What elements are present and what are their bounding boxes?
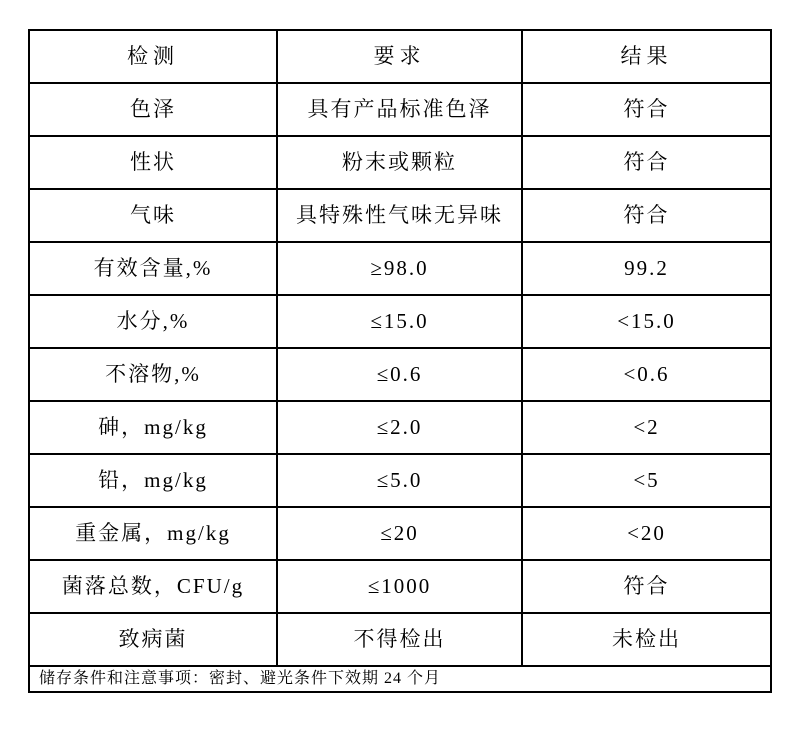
requirement-cell: ≤0.6: [277, 348, 522, 401]
column-header-requirement: 要求: [277, 30, 522, 83]
column-header-result: 结果: [522, 30, 771, 83]
requirement-cell: 具特殊性气味无异味: [277, 189, 522, 242]
table-row: [29, 189, 771, 242]
table-row: [29, 136, 771, 189]
table-row: [29, 613, 771, 666]
table-row: [29, 401, 771, 454]
requirement-cell: 粉末或颗粒: [277, 136, 522, 189]
result-cell: <20: [522, 507, 771, 560]
table-row: [29, 242, 771, 295]
result-cell: <5: [522, 454, 771, 507]
test-name-cell: 铅，mg/kg: [29, 454, 277, 507]
result-cell: 符合: [522, 560, 771, 613]
table-row: [29, 295, 771, 348]
storage-note-row: [29, 666, 771, 692]
column-header-test: 检测: [29, 30, 277, 83]
requirement-cell: ≤15.0: [277, 295, 522, 348]
result-cell: 符合: [522, 136, 771, 189]
requirement-cell: ≤2.0: [277, 401, 522, 454]
test-name-cell: 不溶物,%: [29, 348, 277, 401]
table-header-row: [29, 30, 771, 83]
test-name-cell: 色泽: [29, 83, 277, 136]
test-name-cell: 水分,%: [29, 295, 277, 348]
result-cell: <2: [522, 401, 771, 454]
requirement-cell: ≤20: [277, 507, 522, 560]
requirement-cell: 具有产品标准色泽: [277, 83, 522, 136]
requirement-cell: ≤1000: [277, 560, 522, 613]
table-row: [29, 454, 771, 507]
table-row: [29, 348, 771, 401]
requirement-cell: ≤5.0: [277, 454, 522, 507]
table-row: [29, 83, 771, 136]
test-name-cell: 砷，mg/kg: [29, 401, 277, 454]
result-cell: 未检出: [522, 613, 771, 666]
test-name-cell: 重金属，mg/kg: [29, 507, 277, 560]
test-name-cell: 菌落总数，CFU/g: [29, 560, 277, 613]
result-cell: 符合: [522, 189, 771, 242]
table-row: [29, 507, 771, 560]
requirement-cell: ≥98.0: [277, 242, 522, 295]
result-cell: 99.2: [522, 242, 771, 295]
requirement-cell: 不得检出: [277, 613, 522, 666]
table-row: [29, 560, 771, 613]
test-name-cell: 性状: [29, 136, 277, 189]
inspection-table: [28, 29, 772, 693]
test-name-cell: 致病菌: [29, 613, 277, 666]
result-cell: 符合: [522, 83, 771, 136]
result-cell: <15.0: [522, 295, 771, 348]
test-name-cell: 有效含量,%: [29, 242, 277, 295]
test-name-cell: 气味: [29, 189, 277, 242]
result-cell: <0.6: [522, 348, 771, 401]
storage-note: 储存条件和注意事项：密封、避光条件下效期 24 个月: [29, 666, 771, 692]
